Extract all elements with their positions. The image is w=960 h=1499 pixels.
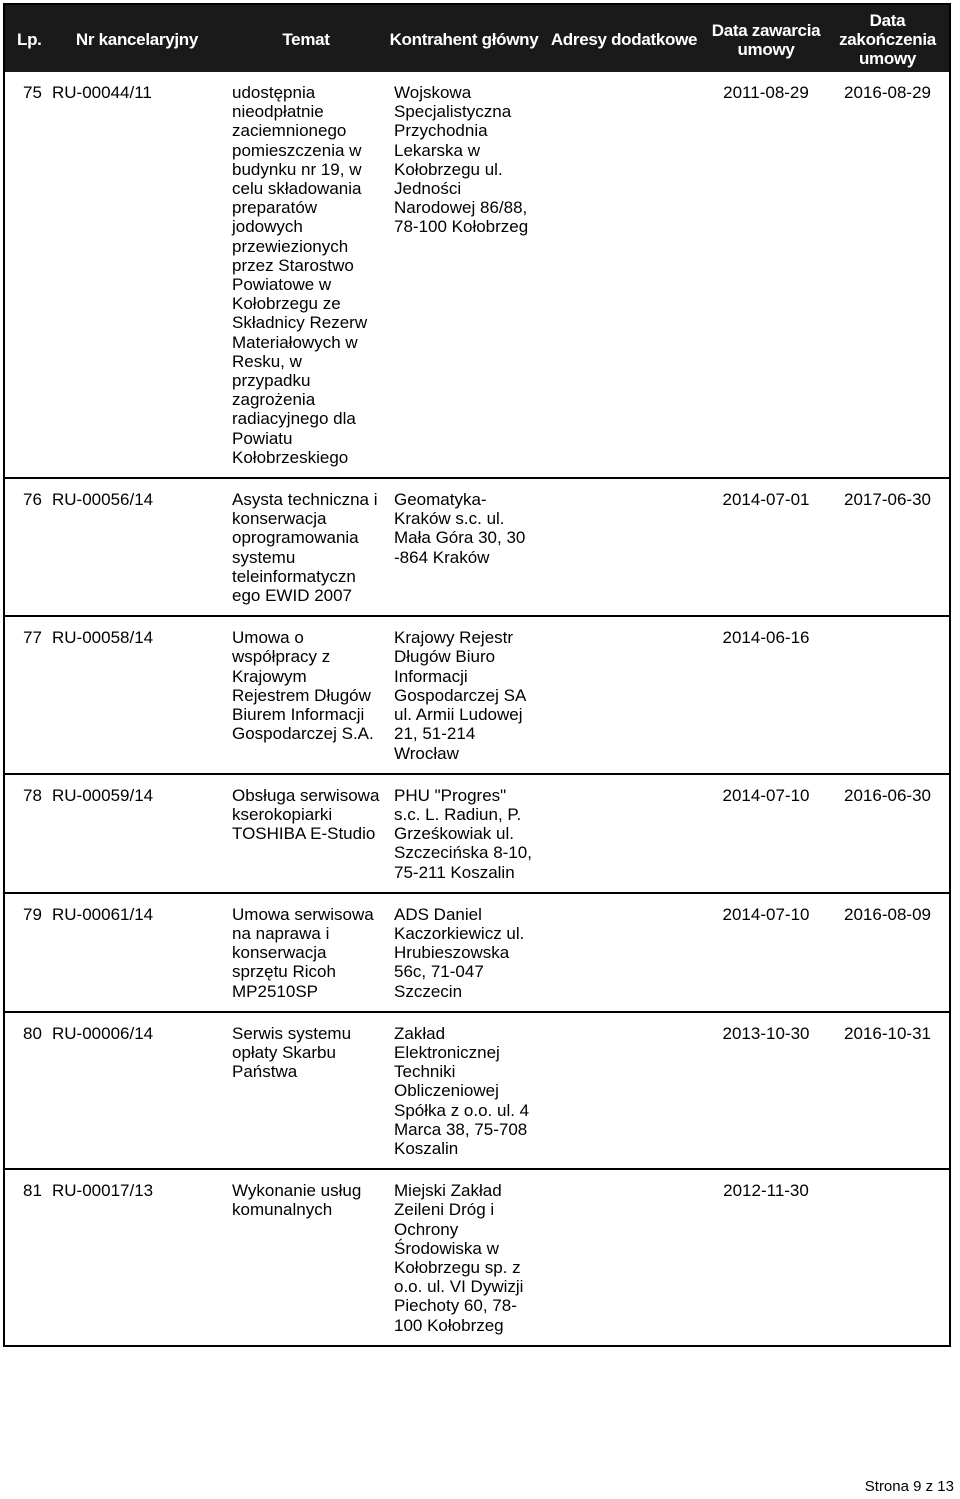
cell-data-zawarcia: 2014-06-16 <box>722 628 810 648</box>
cell-nr-kancelaryjny: RU-00059/14 <box>52 785 154 805</box>
page-number: Strona 9 z 13 <box>864 1478 954 1495</box>
table-row <box>4 1169 950 1346</box>
cell-data-zawarcia: 2014-07-10 <box>722 785 810 805</box>
cell-lp: 80 <box>23 1023 42 1043</box>
header-lp: Lp. <box>4 4 48 72</box>
cell-data-zakonczenia: 2016-08-09 <box>844 904 931 924</box>
cell-adresy <box>542 72 706 478</box>
cell-nr-kancelaryjny: RU-00056/14 <box>52 490 154 510</box>
cell-data-zakonczenia: 2016-10-31 <box>844 1023 931 1043</box>
cell-lp: 78 <box>23 785 42 805</box>
cell-data-zawarcia: 2013-10-30 <box>722 1023 810 1043</box>
cell-adresy <box>542 478 706 616</box>
table-header <box>4 4 950 72</box>
header-data-zawarcia: Data zawarcia umowy <box>706 4 826 72</box>
cell-lp: 75 <box>23 83 42 102</box>
table-row <box>4 616 950 773</box>
table-row <box>4 72 950 478</box>
table-row <box>4 478 950 616</box>
cell-data-zakonczenia: 2016-08-29 <box>844 83 931 102</box>
header-row <box>4 4 950 72</box>
cell-kontrahent: Miejski Zakład Zeileni Dróg i Ochrony Środowiska w Kołobrzegu sp. z o.o. ul. VI Dywizji Piechoty 60, 78-100 Kołobrzeg <box>394 1181 524 1335</box>
cell-data-zakonczenia <box>826 1169 950 1346</box>
cell-data-zawarcia: 2011-08-29 <box>723 83 809 102</box>
cell-lp: 79 <box>23 904 42 924</box>
header-adresy: Adresy dodatkowe <box>542 4 706 72</box>
cell-data-zakonczenia: 2016-06-30 <box>844 785 931 805</box>
cell-kontrahent: Geomatyka-Kraków s.c. ul. Mała Góra 30, 30 -864 Kraków <box>394 490 526 567</box>
cell-adresy <box>542 893 706 1012</box>
header-kontrahent: Kontrahent główny <box>386 4 542 72</box>
table-row <box>4 774 950 893</box>
cell-kontrahent: PHU "Progres" s.c. L. Radiun, P. Grześkowiak ul. Szczecińska 8-10, 75-211 Koszalin <box>394 785 532 882</box>
cell-lp: 76 <box>23 490 42 510</box>
cell-data-zakonczenia: 2017-06-30 <box>844 490 931 510</box>
cell-temat: Umowa o współpracy z Krajowym Rejestrem Długów Biurem Informacji Gospodarczej S.A. <box>232 628 374 744</box>
cell-kontrahent: Krajowy Rejestr Długów Biuro Informacji Gospodarczej SA ul. Armii Ludowej 21, 51-214 Wrocław <box>394 628 526 763</box>
table-row <box>4 893 950 1012</box>
cell-nr-kancelaryjny: RU-00044/11 <box>52 83 152 102</box>
cell-kontrahent: Zakład Elektronicznej Techniki Obliczeniowej Spółka z o.o. ul. 4 Marca 38, 75-708 Koszalin <box>394 1023 530 1158</box>
cell-kontrahent: ADS Daniel Kaczorkiewicz ul. Hrubieszowska 56c, 71-047 Szczecin <box>394 904 525 1001</box>
cell-nr-kancelaryjny: RU-00017/13 <box>52 1181 154 1201</box>
contracts-table <box>3 3 951 1347</box>
cell-lp: 77 <box>23 628 42 648</box>
cell-temat: Wykonanie usług komunalnych <box>232 1181 362 1220</box>
cell-kontrahent: Wojskowa Specjalistyczna Przychodnia Lekarska w Kołobrzegu ul. Jedności Narodowej 86/88, 78-100 Kołobrzeg <box>394 83 529 237</box>
cell-data-zawarcia: 2012-11-30 <box>723 1181 809 1201</box>
cell-temat: Serwis systemu opłaty Skarbu Państwa <box>232 1023 352 1082</box>
cell-adresy <box>542 1012 706 1169</box>
cell-adresy <box>542 774 706 893</box>
table-row <box>4 1012 950 1169</box>
header-temat: Temat <box>226 4 386 72</box>
cell-temat: Umowa serwisowa na naprawa i konserwacja sprzętu Ricoh MP2510SP <box>232 904 374 1001</box>
cell-adresy <box>542 616 706 773</box>
cell-data-zawarcia: 2014-07-10 <box>722 904 810 924</box>
cell-nr-kancelaryjny: RU-00061/14 <box>52 904 154 924</box>
cell-nr-kancelaryjny: RU-00006/14 <box>52 1023 154 1043</box>
cell-temat: Obsługa serwisowa kserokopiarki TOSHIBA E-Studio <box>232 785 380 844</box>
cell-temat: Asysta techniczna i konserwacja oprogramowania systemu teleinformatyczn ego EWID 2007 <box>232 490 378 606</box>
cell-data-zakonczenia <box>826 616 950 773</box>
cell-adresy <box>542 1169 706 1346</box>
cell-nr-kancelaryjny: RU-00058/14 <box>52 628 154 648</box>
cell-temat: udostępnia nieodpłatnie zaciemnionego pomieszczenia w budynku nr 19, w celu składowania preparatów jodowych przewiezionych przez Starostwo Powiatowe w Kołobrzegu ze Składnicy Rezerw Materiałowych w Resku, w przypadku zagrożenia radiacyjnego dla Powiatu Kołobrzeskiego <box>232 83 368 467</box>
header-data-zakonczenia: Data zakończenia umowy <box>826 4 950 72</box>
cell-lp: 81 <box>23 1181 42 1201</box>
table-body <box>4 72 950 1346</box>
header-nr-kancelaryjny: Nr kancelaryjny <box>48 4 226 72</box>
cell-data-zawarcia: 2014-07-01 <box>722 490 810 510</box>
